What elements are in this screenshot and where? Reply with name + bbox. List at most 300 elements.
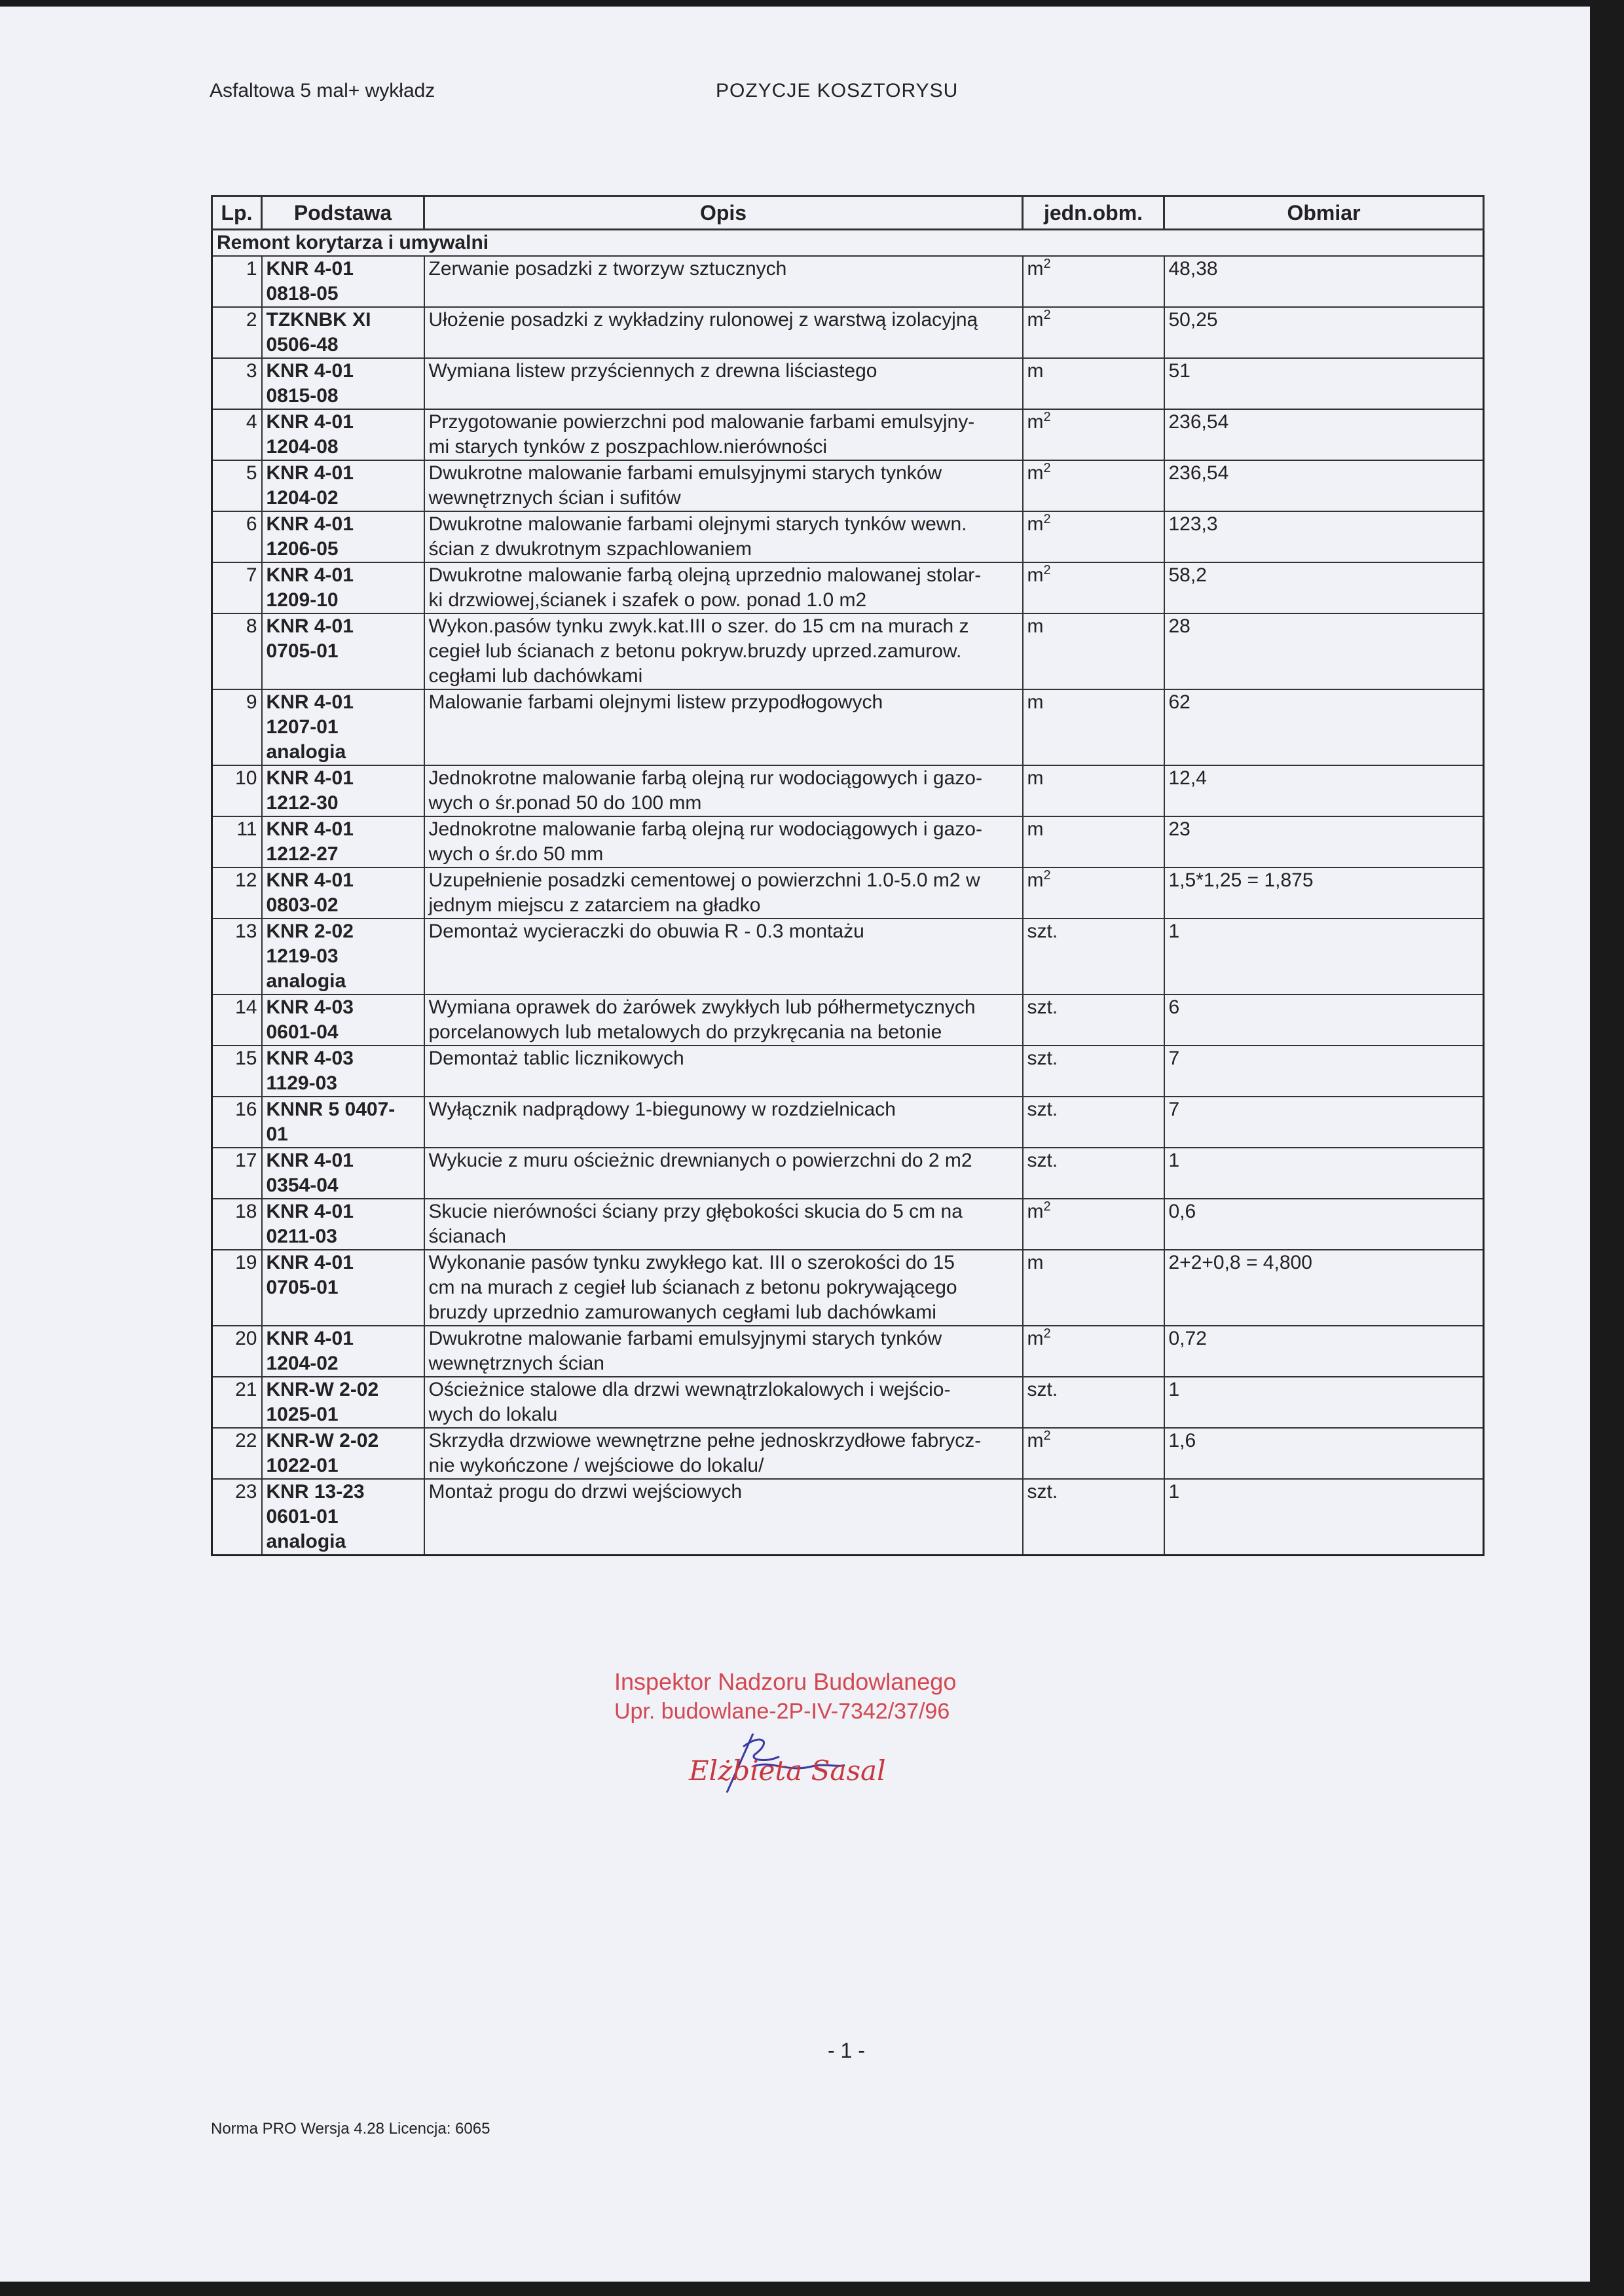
lp-value: 13 — [235, 920, 257, 942]
podstawa-line: KNR 4-01 — [266, 818, 354, 840]
podstawa-line: KNR 4-01 — [266, 1150, 354, 1171]
unit-value: m — [1027, 691, 1044, 713]
obmiar-value: 23 — [1168, 818, 1190, 840]
row-obmiar — [1164, 1097, 1484, 1148]
podstawa-line: 1206-05 — [266, 538, 339, 560]
header-title: POZYCJE KOSZTORYSU — [716, 80, 959, 101]
podstawa-line: 01 — [266, 1123, 288, 1145]
row-obmiar — [1164, 1326, 1484, 1377]
unit-exponent: 2 — [1043, 563, 1051, 577]
col-header-lp: Lp. — [212, 196, 262, 230]
opis-line: wych o śr.do 50 mm — [428, 843, 604, 865]
lp-value: 7 — [246, 564, 257, 586]
podstawa-line: 1204-08 — [266, 436, 339, 458]
podstawa-line: 1204-02 — [266, 487, 339, 509]
unit-exponent: 2 — [1043, 410, 1051, 424]
podstawa-line: 1207-01 — [266, 716, 339, 738]
table-row — [212, 1199, 1484, 1250]
row-podstawa — [262, 1326, 424, 1377]
podstawa-line: 1129-03 — [266, 1072, 337, 1094]
opis-line: bruzdy uprzednio zamurowanych cegłami lub dachówkami — [428, 1302, 936, 1323]
row-opis — [424, 816, 1023, 867]
row-unit — [1023, 511, 1164, 562]
row-opis — [424, 1046, 1023, 1097]
row-unit — [1023, 562, 1164, 613]
row-lp — [212, 1326, 262, 1377]
podstawa-line: 1219-03 — [266, 945, 339, 967]
podstawa-line: KNR 13-23 — [266, 1481, 365, 1503]
podstawa-line: KNR 4-01 — [266, 615, 354, 637]
opis-line: wych do lokalu — [428, 1404, 558, 1425]
col-header-obmiar: Obmiar — [1164, 196, 1484, 230]
table-row — [212, 1377, 1484, 1428]
opis-line: Ułożenie posadzki z wykładziny rulonowej z warstwą izolacyjną — [428, 309, 978, 331]
row-unit — [1023, 689, 1164, 765]
row-opis — [424, 1326, 1023, 1377]
opis-line: Zerwanie posadzki z tworzyw sztucznych — [428, 258, 787, 280]
row-lp — [212, 562, 262, 613]
podstawa-line: KNR 2-02 — [266, 920, 354, 942]
row-opis — [424, 689, 1023, 765]
unit-value: m — [1027, 309, 1044, 331]
table-row — [212, 562, 1484, 613]
row-opis — [424, 460, 1023, 511]
row-opis — [424, 358, 1023, 409]
podstawa-line: 0506-48 — [266, 334, 339, 355]
table-row — [212, 613, 1484, 689]
podstawa-line: KNR 4-01 — [266, 564, 354, 586]
row-obmiar — [1164, 1428, 1484, 1479]
podstawa-line: 1022-01 — [266, 1455, 339, 1476]
row-lp — [212, 1046, 262, 1097]
row-obmiar — [1164, 562, 1484, 613]
lp-value: 10 — [235, 767, 257, 789]
opis-line: Ościeżnice stalowe dla drzwi wewnątrzlokalowych i wejścio- — [428, 1379, 951, 1400]
opis-line: Uzupełnienie posadzki cementowej o powierzchni 1.0-5.0 m2 w — [428, 869, 980, 891]
table-row — [212, 511, 1484, 562]
row-obmiar — [1164, 1479, 1484, 1556]
lp-value: 20 — [235, 1328, 257, 1349]
row-obmiar — [1164, 1046, 1484, 1097]
opis-line: Dwukrotne malowanie farbami emulsyjnymi starych tynków — [428, 462, 942, 484]
row-podstawa — [262, 358, 424, 409]
opis-line: wewnętrznych ścian — [428, 1353, 604, 1374]
opis-line: ścianach — [428, 1226, 506, 1247]
podstawa-line: 0803-02 — [266, 894, 339, 916]
unit-value: m — [1027, 818, 1044, 840]
podstawa-line: 1025-01 — [266, 1404, 339, 1425]
row-opis — [424, 867, 1023, 919]
unit-exponent: 2 — [1043, 1326, 1051, 1341]
header-left: Asfaltowa 5 mal+ wykładz — [210, 80, 435, 101]
table-row — [212, 1326, 1484, 1377]
podstawa-line: 0705-01 — [266, 1277, 339, 1298]
row-lp — [212, 919, 262, 994]
podstawa-line: KNR 4-01 — [266, 411, 354, 433]
row-opis — [424, 919, 1023, 994]
obmiar-value: 7 — [1168, 1099, 1180, 1120]
table-row — [212, 460, 1484, 511]
lp-value: 21 — [235, 1379, 257, 1400]
table-row — [212, 358, 1484, 409]
opis-line: Wyłącznik nadprądowy 1-biegunowy w rozdzielnicach — [428, 1099, 896, 1120]
podstawa-line: 0354-04 — [266, 1175, 339, 1196]
row-lp — [212, 409, 262, 460]
row-obmiar — [1164, 511, 1484, 562]
podstawa-line: 1212-30 — [266, 792, 339, 814]
obmiar-value: 1 — [1168, 1379, 1180, 1400]
podstawa-line: KNR 4-01 — [266, 767, 354, 789]
obmiar-value: 1,5*1,25 = 1,875 — [1168, 869, 1314, 891]
row-podstawa — [262, 511, 424, 562]
table-row — [212, 1428, 1484, 1479]
lp-value: 2 — [246, 309, 257, 331]
opis-line: cegłami lub dachówkami — [428, 665, 643, 687]
podstawa-line: 0211-03 — [266, 1226, 337, 1247]
unit-value: m — [1027, 1252, 1044, 1273]
row-lp — [212, 1377, 262, 1428]
row-unit — [1023, 1428, 1164, 1479]
unit-value: m — [1027, 513, 1044, 535]
podstawa-line: 0601-01 — [266, 1506, 339, 1527]
unit-value: szt. — [1027, 1048, 1058, 1069]
lp-value: 11 — [236, 818, 257, 840]
unit-value: szt. — [1027, 920, 1058, 942]
table-row — [212, 256, 1484, 307]
opis-line: Malowanie farbami olejnymi listew przypodłogowych — [428, 691, 883, 713]
podstawa-line: KNR 4-01 — [266, 869, 354, 891]
unit-value: szt. — [1027, 1481, 1058, 1503]
unit-value: m — [1027, 564, 1044, 586]
opis-line: Wymiana oprawek do żarówek zwykłych lub półhermetycznych — [428, 996, 976, 1018]
row-unit — [1023, 816, 1164, 867]
obmiar-value: 12,4 — [1168, 767, 1207, 789]
row-podstawa — [262, 1148, 424, 1199]
row-obmiar — [1164, 867, 1484, 919]
row-podstawa — [262, 689, 424, 765]
row-opis — [424, 765, 1023, 816]
cost-table — [211, 195, 1485, 1556]
lp-value: 5 — [246, 462, 257, 484]
row-podstawa — [262, 1479, 424, 1556]
row-obmiar — [1164, 1148, 1484, 1199]
row-podstawa — [262, 816, 424, 867]
row-obmiar — [1164, 1377, 1484, 1428]
unit-value: szt. — [1027, 1379, 1058, 1400]
row-podstawa — [262, 867, 424, 919]
row-unit — [1023, 409, 1164, 460]
stamp-license: Upr. budowlane-2P-IV-7342/37/96 — [614, 1699, 950, 1724]
row-lp — [212, 307, 262, 358]
row-lp — [212, 1250, 262, 1326]
opis-line: Jednokrotne malowanie farbą olejną rur wodociągowych i gazo- — [428, 818, 982, 840]
row-lp — [212, 816, 262, 867]
lp-value: 1 — [246, 258, 257, 280]
podstawa-line: KNR 4-01 — [266, 258, 354, 280]
podstawa-line: 0705-01 — [266, 640, 339, 662]
row-opis — [424, 1479, 1023, 1556]
table-row — [212, 689, 1484, 765]
row-opis — [424, 1148, 1023, 1199]
row-unit — [1023, 613, 1164, 689]
opis-line: Skucie nierówności ściany przy głębokości skucia do 5 cm na — [428, 1201, 963, 1222]
opis-line: mi starych tynków z poszpachlow.nierówności — [428, 436, 828, 458]
row-lp — [212, 1097, 262, 1148]
unit-value: m — [1027, 615, 1044, 637]
table-row — [212, 816, 1484, 867]
row-lp — [212, 765, 262, 816]
row-lp — [212, 256, 262, 307]
row-lp — [212, 511, 262, 562]
lp-value: 19 — [235, 1252, 257, 1273]
obmiar-value: 62 — [1168, 691, 1190, 713]
inspector-stamp — [614, 1667, 981, 1726]
row-lp — [212, 994, 262, 1046]
opis-line: Jednokrotne malowanie farbą olejną rur wodociągowych i gazo- — [428, 767, 982, 789]
lp-value: 14 — [235, 996, 257, 1018]
row-obmiar — [1164, 1250, 1484, 1326]
podstawa-line: 1204-02 — [266, 1353, 339, 1374]
unit-value: m — [1027, 360, 1044, 382]
table-row — [212, 765, 1484, 816]
unit-exponent: 2 — [1043, 1199, 1051, 1214]
row-lp — [212, 689, 262, 765]
scan-edge — [1590, 0, 1624, 2296]
table-row — [212, 1479, 1484, 1556]
row-podstawa — [262, 1199, 424, 1250]
row-unit — [1023, 1326, 1164, 1377]
opis-line: Dwukrotne malowanie farbą olejną uprzednio malowanej stolar- — [428, 564, 982, 586]
lp-value: 23 — [235, 1481, 257, 1503]
opis-line: Wykucie z muru ościeżnic drewnianych o powierzchni do 2 m2 — [428, 1150, 972, 1171]
row-obmiar — [1164, 613, 1484, 689]
podstawa-line: KNR 4-03 — [266, 996, 354, 1018]
unit-value: szt. — [1027, 1150, 1058, 1171]
podstawa-line: KNR 4-01 — [266, 462, 354, 484]
obmiar-value: 58,2 — [1168, 564, 1207, 586]
row-unit — [1023, 1046, 1164, 1097]
row-opis — [424, 1250, 1023, 1326]
row-lp — [212, 358, 262, 409]
obmiar-value: 1 — [1168, 1481, 1180, 1503]
obmiar-value: 51 — [1168, 360, 1190, 382]
podstawa-line: KNR-W 2-02 — [266, 1379, 379, 1400]
row-opis — [424, 511, 1023, 562]
table-row — [212, 409, 1484, 460]
podstawa-line: 0818-05 — [266, 283, 339, 304]
table-row — [212, 1046, 1484, 1097]
row-opis — [424, 1377, 1023, 1428]
row-opis — [424, 1199, 1023, 1250]
podstawa-line: KNR 4-03 — [266, 1048, 354, 1069]
row-lp — [212, 613, 262, 689]
table-row — [212, 994, 1484, 1046]
table-row — [212, 1148, 1484, 1199]
row-obmiar — [1164, 409, 1484, 460]
opis-line: jednym miejscu z zatarciem na gładko — [428, 894, 761, 916]
row-obmiar — [1164, 919, 1484, 994]
podstawa-line: KNR-W 2-02 — [266, 1430, 379, 1451]
lp-value: 12 — [235, 869, 257, 891]
table-row — [212, 307, 1484, 358]
row-obmiar — [1164, 816, 1484, 867]
row-unit — [1023, 1097, 1164, 1148]
podstawa-line: 1209-10 — [266, 589, 339, 611]
row-unit — [1023, 765, 1164, 816]
unit-value: m — [1027, 411, 1044, 433]
lp-value: 6 — [246, 513, 257, 535]
unit-exponent: 2 — [1043, 1429, 1051, 1443]
opis-line: nie wykończone / wejściowe do lokalu/ — [428, 1455, 764, 1476]
unit-exponent: 2 — [1043, 308, 1051, 322]
row-podstawa — [262, 562, 424, 613]
row-unit — [1023, 994, 1164, 1046]
obmiar-value: 236,54 — [1168, 411, 1229, 433]
opis-line: porcelanowych lub metalowych do przykręcania na betonie — [428, 1021, 942, 1043]
row-opis — [424, 409, 1023, 460]
software-footer: Norma PRO Wersja 4.28 Licencja: 6065 — [211, 2120, 490, 2138]
row-unit — [1023, 460, 1164, 511]
obmiar-value: 236,54 — [1168, 462, 1229, 484]
unit-value: szt. — [1027, 1099, 1058, 1120]
row-podstawa — [262, 1046, 424, 1097]
podstawa-line: KNNR 5 0407- — [266, 1099, 396, 1120]
podstawa-line: 1212-27 — [266, 843, 339, 865]
obmiar-value: 1,6 — [1168, 1430, 1196, 1451]
row-lp — [212, 1428, 262, 1479]
lp-value: 8 — [246, 615, 257, 637]
row-unit — [1023, 867, 1164, 919]
row-obmiar — [1164, 689, 1484, 765]
row-obmiar — [1164, 460, 1484, 511]
unit-exponent: 2 — [1043, 868, 1051, 883]
opis-line: Wykonanie pasów tynku zwykłego kat. III o szerokości do 15 — [428, 1252, 955, 1273]
row-podstawa — [262, 409, 424, 460]
row-obmiar — [1164, 256, 1484, 307]
row-unit — [1023, 256, 1164, 307]
row-unit — [1023, 919, 1164, 994]
obmiar-value: 28 — [1168, 615, 1190, 637]
row-podstawa — [262, 460, 424, 511]
opis-line: Skrzydła drzwiowe wewnętrzne pełne jednoskrzydłowe fabrycz- — [428, 1430, 982, 1451]
row-unit — [1023, 1479, 1164, 1556]
lp-value: 15 — [235, 1048, 257, 1069]
col-header-opis: Opis — [424, 196, 1023, 230]
opis-line: wewnętrznych ścian i sufitów — [428, 487, 681, 509]
lp-value: 22 — [235, 1430, 257, 1451]
section-row — [212, 230, 1484, 257]
row-obmiar — [1164, 1199, 1484, 1250]
page-number: - 1 - — [828, 2039, 865, 2062]
row-unit — [1023, 1199, 1164, 1250]
podstawa-line: 0815-08 — [266, 385, 339, 407]
table-row — [212, 919, 1484, 994]
row-podstawa — [262, 765, 424, 816]
unit-value: m — [1027, 462, 1044, 484]
row-obmiar — [1164, 994, 1484, 1046]
row-lp — [212, 1479, 262, 1556]
row-podstawa — [262, 1377, 424, 1428]
podstawa-line: KNR 4-01 — [266, 691, 354, 713]
obmiar-value: 6 — [1168, 996, 1180, 1018]
stamp-title: Inspektor Nadzoru Budowlanego — [614, 1668, 957, 1695]
unit-value: m — [1027, 1430, 1044, 1451]
row-lp — [212, 867, 262, 919]
lp-value: 17 — [235, 1150, 257, 1171]
podstawa-line: KNR 4-01 — [266, 1201, 354, 1222]
podstawa-line: TZKNBK XI — [266, 309, 371, 331]
podstawa-line: 0601-04 — [266, 1021, 339, 1043]
podstawa-line: analogia — [266, 741, 346, 763]
row-podstawa — [262, 1097, 424, 1148]
row-unit — [1023, 358, 1164, 409]
unit-exponent: 2 — [1043, 257, 1051, 271]
obmiar-value: 1 — [1168, 920, 1180, 942]
table-row — [212, 1250, 1484, 1326]
obmiar-value: 2+2+0,8 = 4,800 — [1168, 1252, 1312, 1273]
row-opis — [424, 613, 1023, 689]
row-unit — [1023, 307, 1164, 358]
row-opis — [424, 562, 1023, 613]
row-lp — [212, 1199, 262, 1250]
lp-value: 9 — [246, 691, 257, 713]
opis-line: Dwukrotne malowanie farbami emulsyjnymi starych tynków — [428, 1328, 942, 1349]
opis-line: ścian z dwukrotnym szpachlowaniem — [428, 538, 752, 560]
opis-line: Demontaż tablic licznikowych — [428, 1048, 684, 1069]
row-obmiar — [1164, 765, 1484, 816]
opis-line: ki drzwiowej,ścianek i szafek o pow. ponad 1.0 m2 — [428, 589, 867, 611]
obmiar-value: 50,25 — [1168, 309, 1218, 331]
obmiar-value: 1 — [1168, 1150, 1180, 1171]
row-obmiar — [1164, 307, 1484, 358]
row-podstawa — [262, 307, 424, 358]
row-podstawa — [262, 256, 424, 307]
obmiar-value: 123,3 — [1168, 513, 1218, 535]
unit-value: m — [1027, 767, 1044, 789]
stamp-name: Elżbieta Sasal — [689, 1755, 886, 1787]
opis-line: Demontaż wycieraczki do obuwia R - 0.3 montażu — [428, 920, 864, 942]
opis-line: cm na murach z cegieł lub ścianach z betonu pokrywającego — [428, 1277, 957, 1298]
obmiar-value: 48,38 — [1168, 258, 1218, 280]
unit-value: m — [1027, 1201, 1044, 1222]
podstawa-line: KNR 4-01 — [266, 360, 354, 382]
unit-exponent: 2 — [1043, 512, 1051, 526]
row-opis — [424, 1428, 1023, 1479]
unit-value: m — [1027, 1328, 1044, 1349]
row-opis — [424, 1097, 1023, 1148]
obmiar-value: 0,72 — [1168, 1328, 1207, 1349]
unit-value: m — [1027, 258, 1044, 280]
row-lp — [212, 460, 262, 511]
podstawa-line: KNR 4-01 — [266, 1252, 354, 1273]
podstawa-line: analogia — [266, 970, 346, 992]
obmiar-value: 0,6 — [1168, 1201, 1196, 1222]
row-opis — [424, 307, 1023, 358]
col-header-podstawa: Podstawa — [262, 196, 424, 230]
row-podstawa — [262, 994, 424, 1046]
obmiar-value: 7 — [1168, 1048, 1180, 1069]
unit-exponent: 2 — [1043, 461, 1051, 475]
opis-line: Przygotowanie powierzchni pod malowanie farbami emulsyjny- — [428, 411, 975, 433]
podstawa-line: analogia — [266, 1531, 346, 1552]
unit-value: szt. — [1027, 996, 1058, 1018]
podstawa-line: KNR 4-01 — [266, 513, 354, 535]
row-unit — [1023, 1377, 1164, 1428]
lp-value: 3 — [246, 360, 257, 382]
opis-line: wych o śr.ponad 50 do 100 mm — [428, 792, 702, 814]
row-unit — [1023, 1148, 1164, 1199]
row-opis — [424, 994, 1023, 1046]
